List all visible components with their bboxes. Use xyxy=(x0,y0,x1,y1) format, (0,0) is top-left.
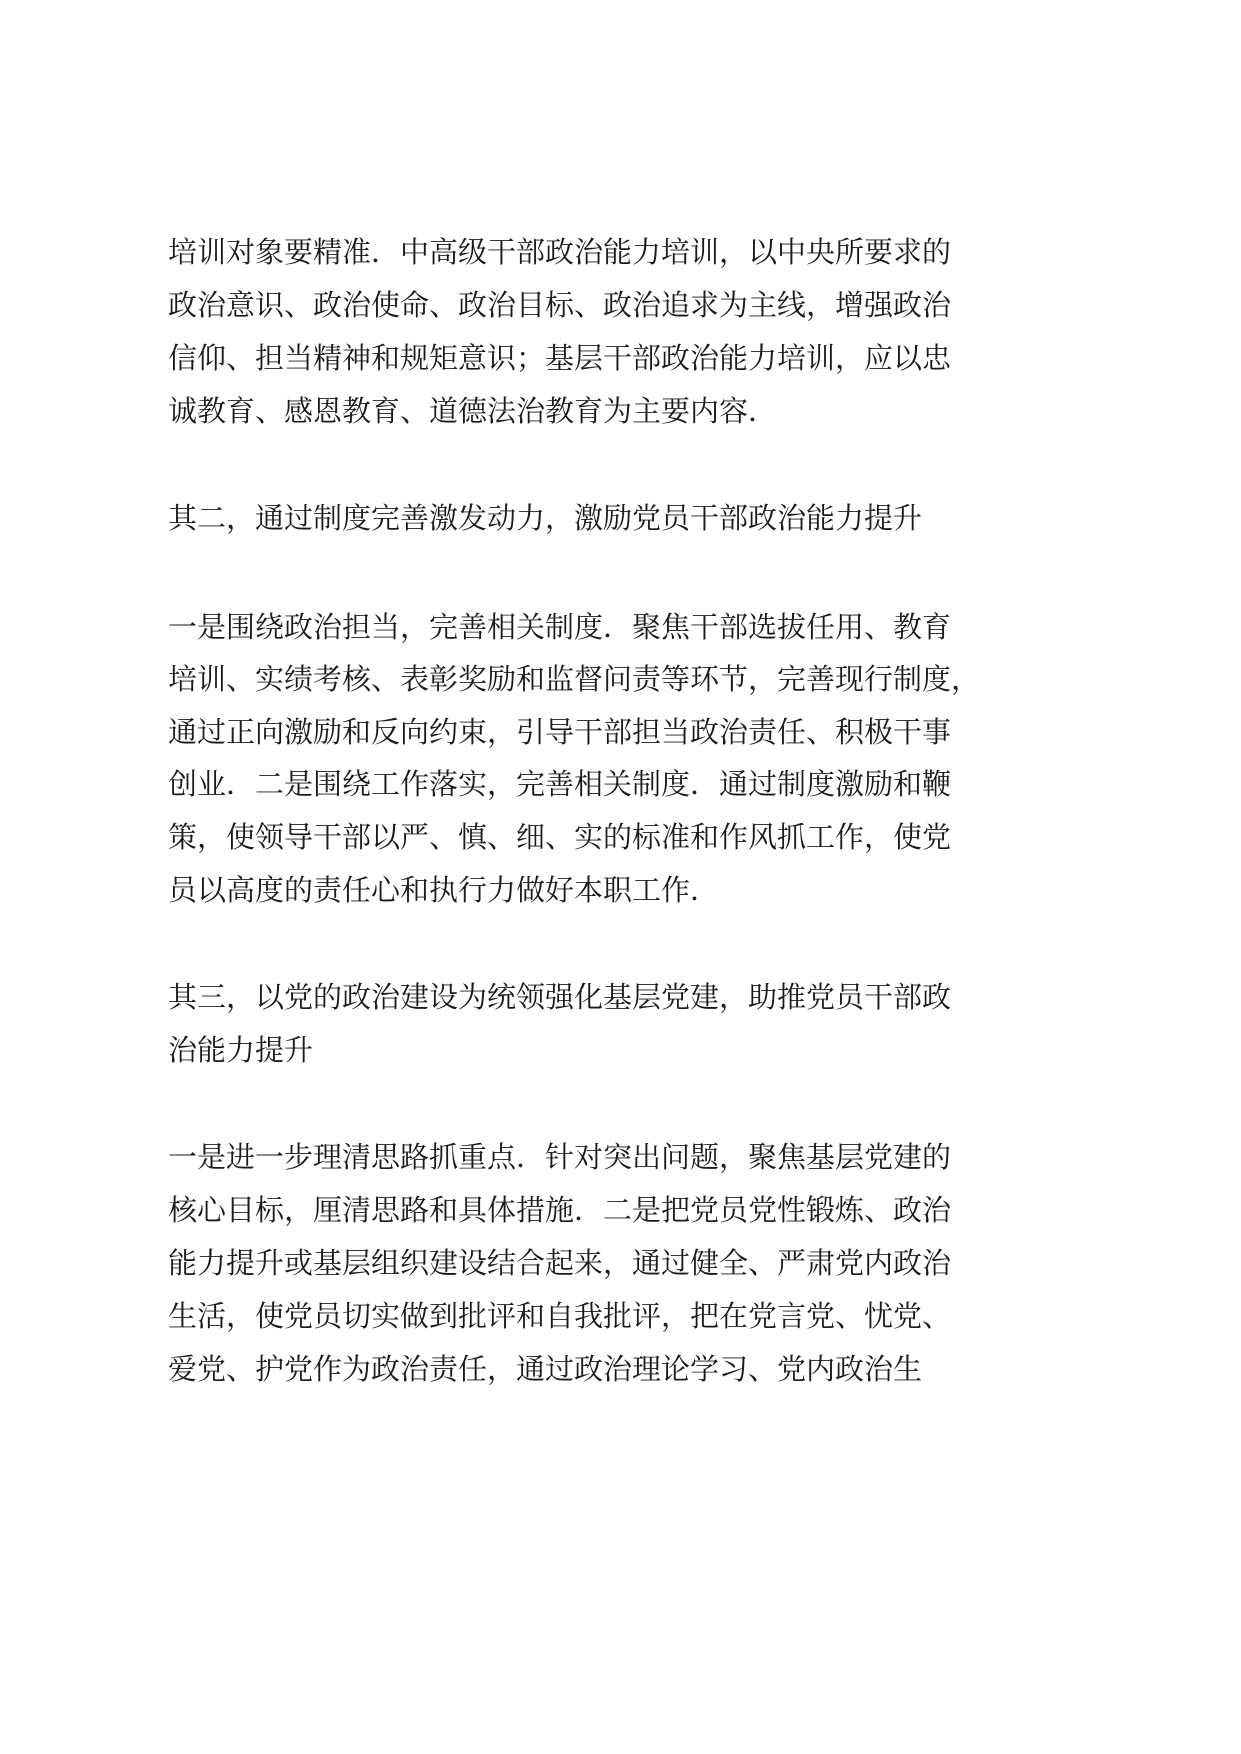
body-text-line: 策，使领导干部以严、慎、细、实的标准和作风抓工作，使党 xyxy=(168,820,952,854)
body-text-line: 创业．二是围绕工作落实，完善相关制度．通过制度激励和鞭 xyxy=(168,767,952,801)
section-heading: 其二，通过制度完善激发动力，激励党员干部政治能力提升 xyxy=(168,501,923,535)
body-text-line: 信仰、担当精神和规矩意识；基层干部政治能力培训，应以忠 xyxy=(168,341,952,375)
body-text-line: 员以高度的责任心和执行力做好本职工作． xyxy=(168,873,720,907)
section-heading: 其三，以党的政治建设为统领强化基层党建，助推党员干部政 xyxy=(168,980,952,1014)
body-text-line: 培训对象要精准．中高级干部政治能力培训，以中央所要求的 xyxy=(168,235,952,269)
body-text-line: 培训、实绩考核、表彰奖励和监督问责等环节，完善现行制度， xyxy=(168,662,981,696)
body-text-line: 诚教育、感恩教育、道德法治教育为主要内容． xyxy=(168,394,778,428)
body-text-line: 爱党、护党作为政治责任，通过政治理论学习、党内政治生 xyxy=(168,1352,923,1386)
body-text-line: 一是进一步理清思路抓重点．针对突出问题，聚焦基层党建的 xyxy=(168,1140,952,1174)
body-text-line: 政治意识、政治使命、政治目标、政治追求为主线，增强政治 xyxy=(168,288,952,322)
body-text-line: 核心目标，厘清思路和具体措施．二是把党员党性锻炼、政治 xyxy=(168,1193,952,1227)
body-text-line: 能力提升或基层组织建设结合起来，通过健全、严肃党内政治 xyxy=(168,1246,952,1280)
body-text-line: 生活，使党员切实做到批评和自我批评，把在党言党、忧党、 xyxy=(168,1299,952,1333)
body-text-line: 通过正向激励和反向约束，引导干部担当政治责任、积极干事 xyxy=(168,715,952,749)
section-heading: 治能力提升 xyxy=(168,1033,314,1067)
body-text-line: 一是围绕政治担当，完善相关制度．聚焦干部选拔任用、教育 xyxy=(168,610,952,644)
